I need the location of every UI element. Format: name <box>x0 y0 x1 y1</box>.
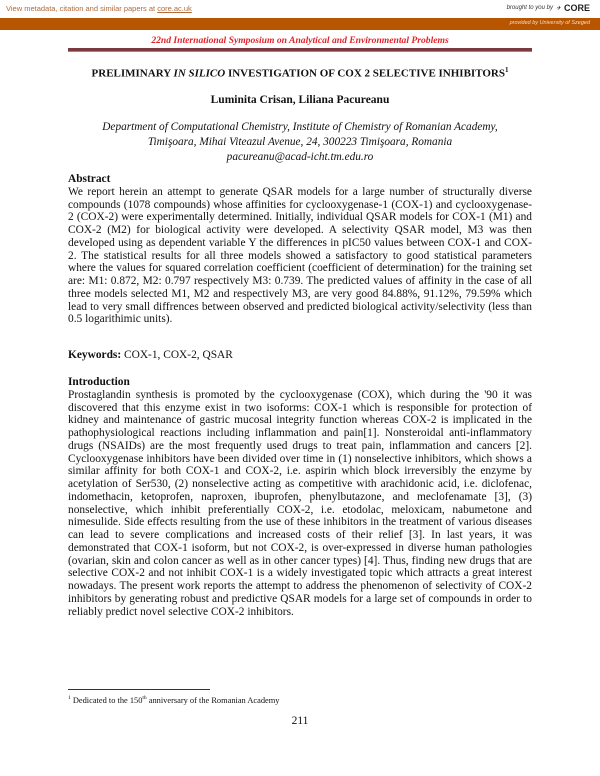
title-italic: IN SILICO <box>173 67 226 80</box>
core-logo-icon: ✈ <box>555 5 561 12</box>
introduction-heading: Introduction <box>68 376 130 388</box>
footnote-mark: 1 <box>68 695 71 701</box>
introduction-text: Prostaglandin synthesis is promoted by the cyclooxygenase (COX), which during the '90 it was discovered that this enzyme exist in two isoforms: COX-1 which is responsible for protection of kidney and maintenance of gastric mucosal integrity function whereas COX-2 is implicated in the pathophysiological reactions including inflammation and pain[1]. Nonsteroidal anti-inflammatory drugs (NSAIDs) are the most frequently used drugs to treat pain, inflammation and cancers [2]. Cyclooxygenase inhibitors have been divided over time in (1) nonselective inhibitors, which shows a similar affinity for both COX-1 and COX-2, i.e. aspirin which block irreversibly the enzyme by acetylation of Ser530, (2) nonselective acting as competitive with arachidonic acid, i.e. diclofenac, indomethacin, ketoprofen, naproxen, ibuprofen, phenylbutazone, and meclofenamate [3], (3) nonselective, which inhibit preferentially COX-2, i.e. etodolac, meloxicam, nabumetone and nimesulide. Side effects resulting from the use of these inhibitors in the treatment of various diseases can lead to severe complications and increased costs of their relief [3]. In last years, it was demonstrated that COX-1 isoform, but not COX-2, is over-expressed in diverse human pathologies (ovarian, skin and colon cancer as well as in other cancer types) [4]. Thus, finding new drugs that are selective COX-2 and not inhibit COX-1 is a widely investigated topic which attracts a great interest nowadays. The present work reports the attempt to address the phenomenon of selectivity of COX-2 inhibitors by generating robust and predictive QSAR models for a large set of compounds in order to reliably predict novel selective COX-2 inhibitors. <box>68 388 532 618</box>
keywords-label: Keywords: <box>68 349 122 361</box>
header-rule <box>68 48 532 52</box>
keywords-text: COX-1, COX-2, QSAR <box>121 349 233 361</box>
affiliation-line: Department of Computational Chemistry, Institute of Chemistry of Romanian Academy, <box>102 121 498 133</box>
core-metadata-banner <box>6 4 192 13</box>
conference-header: 22nd International Symposium on Analytical and Environmental Problems <box>151 35 449 46</box>
footnote-ref: 1 <box>504 66 509 74</box>
abstract-section <box>68 173 532 326</box>
introduction-section <box>68 376 532 618</box>
affiliation-line: Timişoara, Mihai Viteazul Avenue, 24, 300223 Timişoara, Romania <box>147 136 453 148</box>
footnote-sup: th <box>142 695 147 701</box>
keywords <box>68 349 532 362</box>
metadata-text: View metadata, citation and similar papers at <box>6 4 158 13</box>
abstract-heading: Abstract <box>68 173 111 185</box>
core-brand[interactable] <box>507 3 590 13</box>
footnote-text: Dedicated to the 150 <box>70 695 143 705</box>
provided-by-text: provided by University of Szeged <box>509 20 590 26</box>
title-part: PRELIMINARY <box>91 67 174 80</box>
core-link[interactable]: core.ac.uk <box>157 4 192 13</box>
brought-by-text: brought to you by <box>506 5 553 11</box>
authors: Luminita Crisan, Liliana Pacureanu <box>210 94 390 106</box>
email: pacureanu@acad-icht.tm.edu.ro <box>226 151 374 163</box>
abstract-text: We report herein an attempt to generate QSAR models for a large number of structurally diverse compounds (1078 compounds) whose affinities for cyclooxygenase-1 (COX-1) and cyclooxygenase-2 (COX-2) were experimentally determined. Initially, individual QSAR models for COX-1 (M1) and COX-2 (M2) for biological activity were developed. A selectivity QSAR model, M3 was then developed using as dependent variable Y the differences in pIC50 values between COX-1 and COX-2. The statistical results for all three models showed a satisfactory to good statistical parameters where the values for squared correlation coefficient (coefficient of determination) for the training set are: M1: 0.872, M2: 0.797 respectively M3: 0.739. The predicted values of affinity in the case of all three models selected M1, M2 and respectively M3, are very good 84.88%, 91.12%, 79.59% which lead to very small diffrences between observed and predicted biological activity/selectivity (less than 0.5 logarithimic units). <box>68 185 532 326</box>
title-part: INVESTIGATION OF COX 2 SELECTIVE INHIBITORS <box>225 67 505 80</box>
page-number: 211 <box>291 715 309 727</box>
footnote-text: anniversary of the Romanian Academy <box>146 695 280 705</box>
paper-title <box>0 66 600 80</box>
core-brand-label: CORE <box>563 3 590 13</box>
footnote-rule <box>68 689 210 690</box>
footnote <box>68 695 279 705</box>
affiliation <box>0 120 600 165</box>
